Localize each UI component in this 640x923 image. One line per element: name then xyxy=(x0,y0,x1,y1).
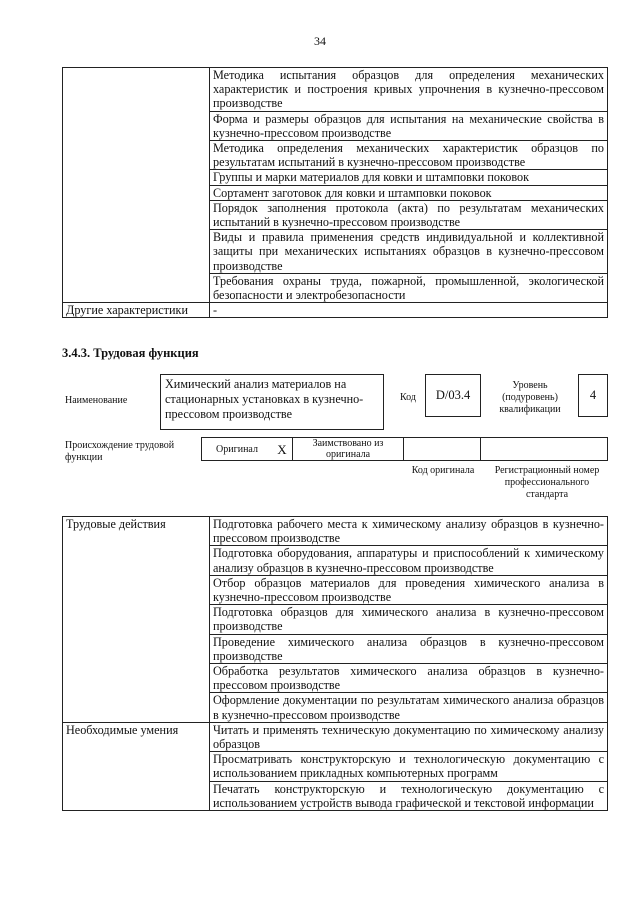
reg-number-label: Регистрационный номер профессионального стандарта xyxy=(494,465,600,500)
other-characteristics-label: Другие характеристики xyxy=(63,303,210,318)
table-cell-empty xyxy=(63,185,210,200)
origin-table xyxy=(201,437,608,461)
table-row: Требования охраны труда, пожарной, промышленной, экологической безопасности и электробезопасности xyxy=(210,273,608,302)
table-row: Подготовка рабочего места к химическому анализу образцов в кузнечно-прессовом производстве xyxy=(210,517,608,546)
name-label: Наименование xyxy=(65,395,128,406)
table-cell-empty xyxy=(63,68,210,112)
original-label: Оригинал xyxy=(202,438,273,461)
code-value: D/03.4 xyxy=(425,374,481,417)
table-row: Печатать конструкторскую и технологическую документацию с использованием устройств вывода графической и текстовой информации xyxy=(210,781,608,810)
table-cell-empty xyxy=(63,575,210,604)
table-cell-empty xyxy=(63,752,210,781)
table-cell-empty xyxy=(63,111,210,140)
other-characteristics-value: - xyxy=(210,303,608,318)
table-row: Проведение химического анализа образцов в кузнечно-прессовом производстве xyxy=(210,634,608,663)
table-row: Просматривать конструкторскую и технологическую документацию с использованием прикладных компьютерных программ xyxy=(210,752,608,781)
table-cell-empty xyxy=(63,634,210,663)
section-heading: 3.4.3. Трудовая функция xyxy=(62,346,199,360)
table-row: Методика определения механических характеристик образцов по результатам испытаний в кузнечно-прессовом производстве xyxy=(210,141,608,170)
origin-label: Происхождение трудовой функции xyxy=(65,440,175,463)
table-row: Оформление документации по результатам химического анализа образцов в кузнечно-прессовом производстве xyxy=(210,693,608,722)
table-cell-empty xyxy=(63,781,210,810)
table-cell-empty xyxy=(63,230,210,274)
level-label: Уровень (подуровень) квалификации xyxy=(499,380,561,415)
level-value: 4 xyxy=(578,374,608,417)
table-cell-empty xyxy=(63,273,210,302)
labor-actions-label: Трудовые действия xyxy=(63,517,210,546)
borrowed-label: Заимствовано из оригинала xyxy=(293,438,404,461)
table-row: Группы и марки материалов для ковки и штамповки поковок xyxy=(210,170,608,185)
name-value: Химический анализ материалов на стационарных установках в кузнечно-прессовом производстве xyxy=(160,374,384,430)
code-original-cell xyxy=(404,438,481,461)
table-cell-empty xyxy=(63,141,210,170)
table-cell-empty xyxy=(63,693,210,722)
table-row: Сортамент заготовок для ковки и штамповки поковок xyxy=(210,185,608,200)
code-original-label: Код оригинала xyxy=(411,465,475,476)
original-mark: X xyxy=(272,438,293,461)
knowledge-table xyxy=(62,67,608,318)
skills-label: Необходимые умения xyxy=(63,722,210,751)
table-row: Подготовка оборудования, аппаратуры и приспособлений к химическому анализу образцов в кузнечно-прессовом производстве xyxy=(210,546,608,575)
code-label: Код xyxy=(400,392,416,403)
table-row: Методика испытания образцов для определения механических характеристик и построения кривых упрочнения в кузнечно-прессовом производстве xyxy=(210,68,608,112)
table-row: Подготовка образцов для химического анализа в кузнечно-прессовом производстве xyxy=(210,605,608,634)
table-cell-empty xyxy=(63,546,210,575)
table-row: Виды и правила применения средств индивидуальной и коллективной защиты при механических испытаниях образцов в кузнечно-прессовом производстве xyxy=(210,230,608,274)
table-row: Порядок заполнения протокола (акта) по результатам механических испытаний в кузнечно-прессовом производстве xyxy=(210,200,608,229)
reg-number-cell xyxy=(481,438,608,461)
table-row: Отбор образцов материалов для проведения химического анализа в кузнечно-прессовом производстве xyxy=(210,575,608,604)
table-cell-empty xyxy=(63,664,210,693)
table-row: Форма и размеры образцов для испытания на механические свойства в кузнечно-прессовом производстве xyxy=(210,111,608,140)
table-cell-empty xyxy=(63,605,210,634)
table-cell-empty xyxy=(63,200,210,229)
page-number: 34 xyxy=(314,34,326,48)
table-row: Читать и применять техническую документацию по химическому анализу образцов xyxy=(210,722,608,751)
table-cell-empty xyxy=(63,170,210,185)
table-row: Обработка результатов химического анализа образцов в кузнечно-прессовом производстве xyxy=(210,664,608,693)
labor-function-table xyxy=(62,516,608,811)
